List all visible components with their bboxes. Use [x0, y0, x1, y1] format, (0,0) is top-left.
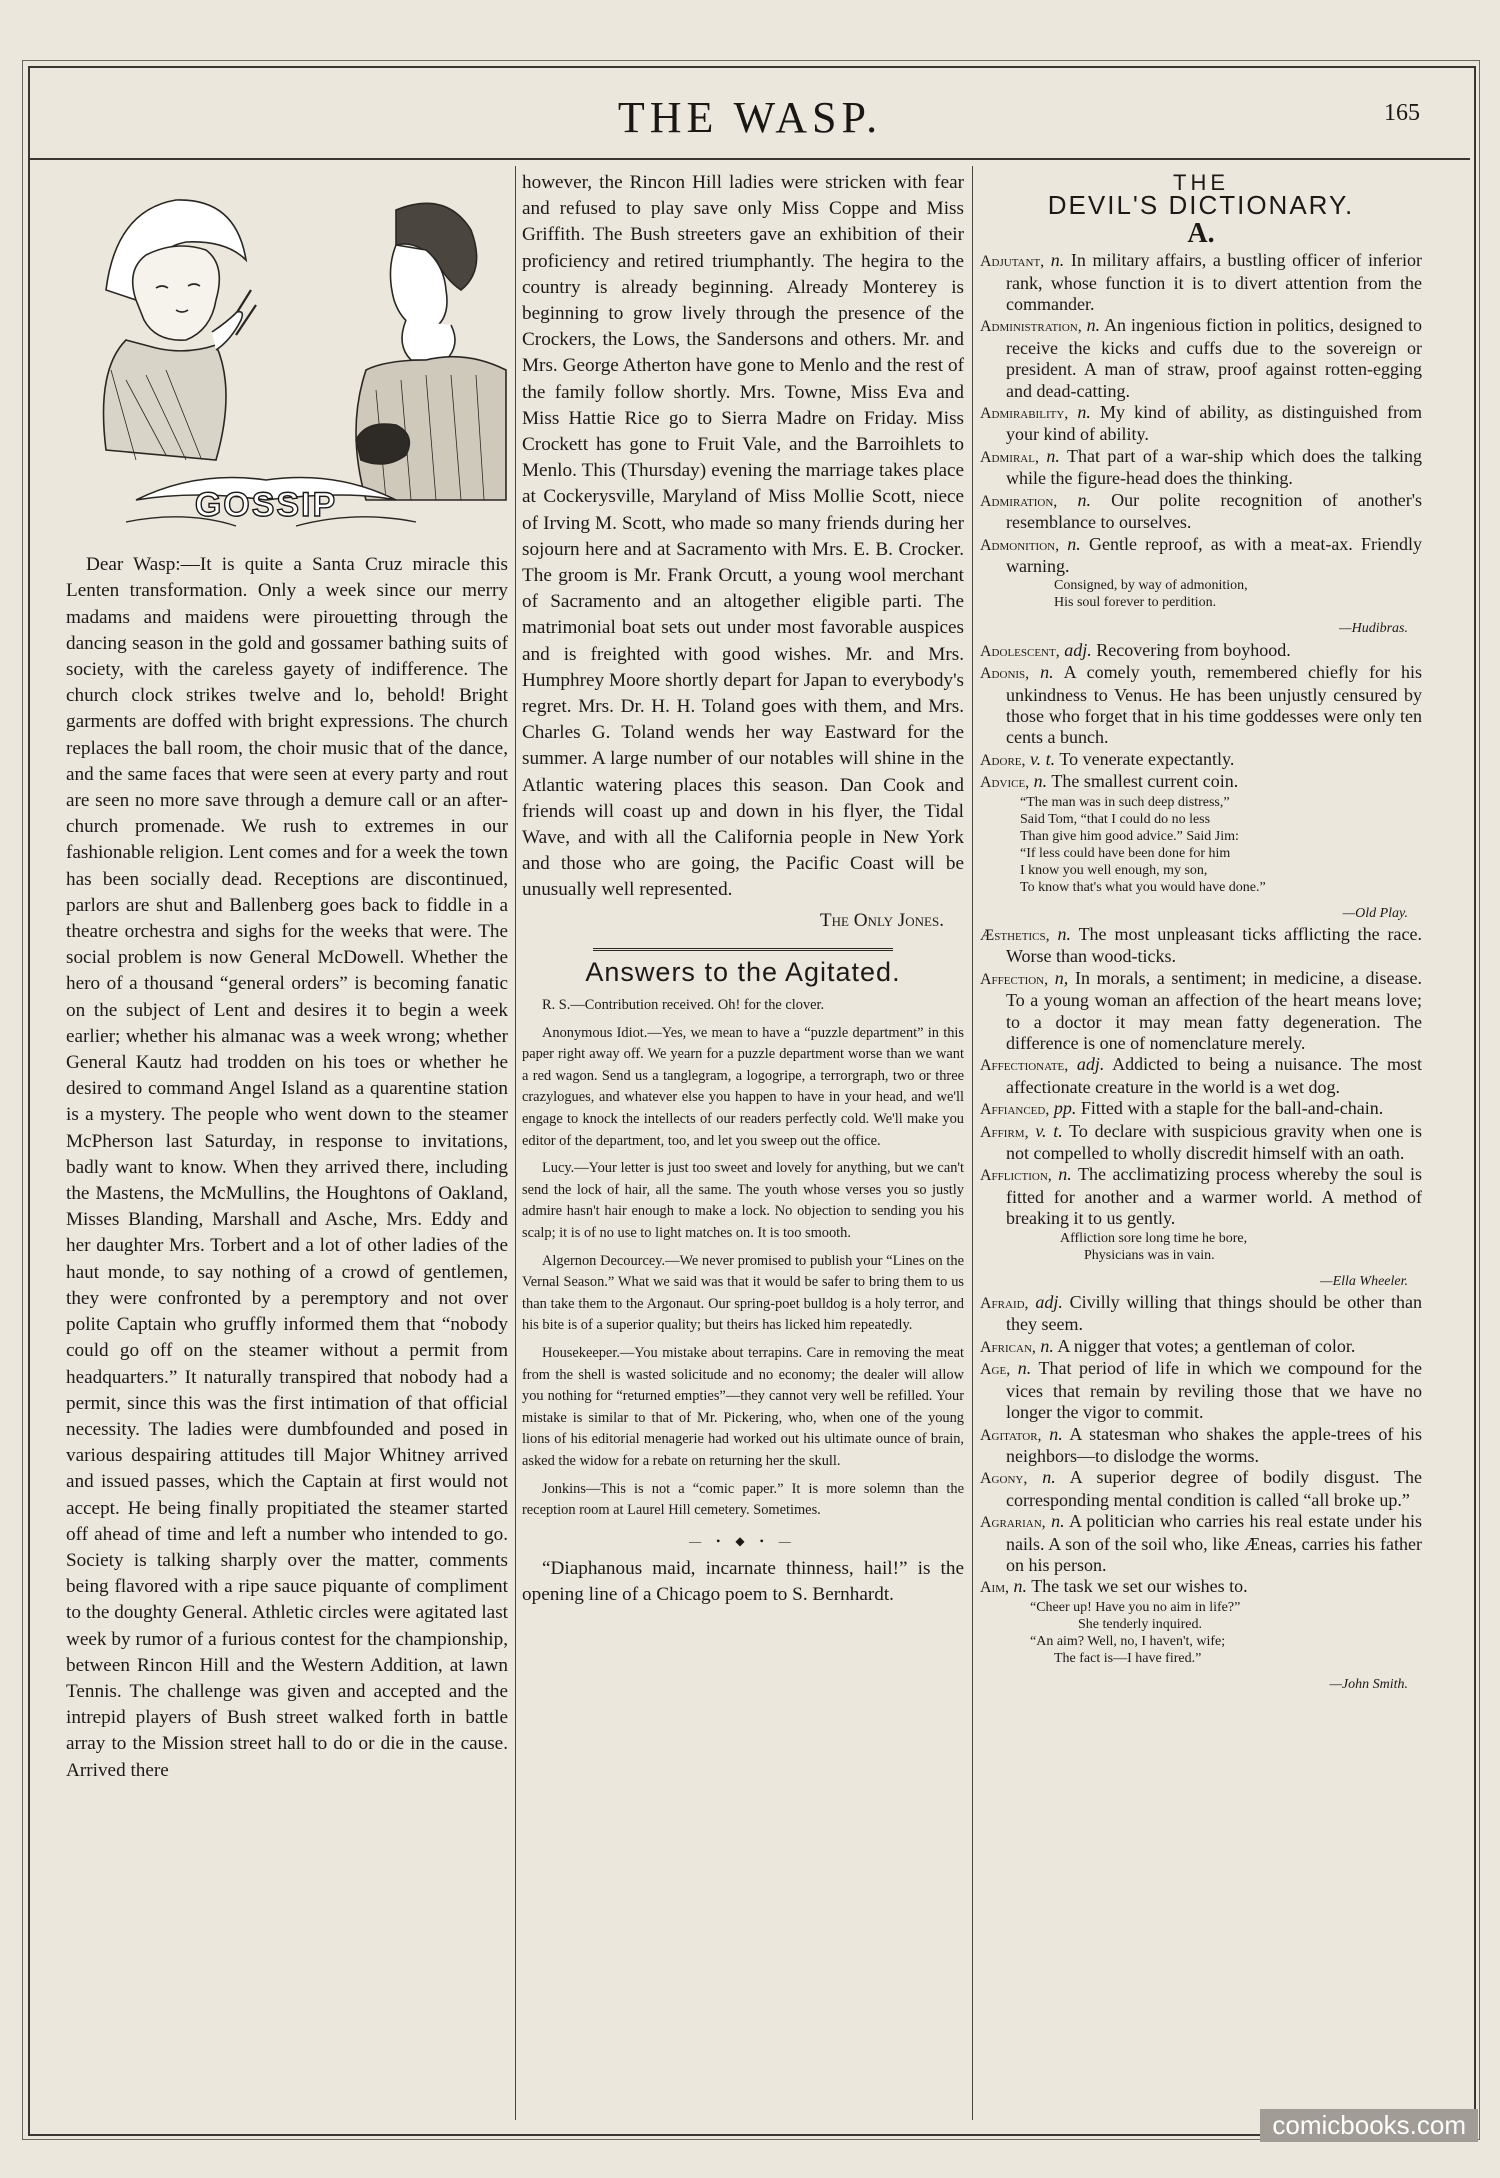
dictionary-entry: Adonis, n. A comely youth, remembered chiefly for his unkindness to Venus. He has been unjustly censured by those who forget that in his time goddesses were only ten cents a bunch.	[980, 662, 1423, 748]
dictionary-title: DEVIL'S DICTIONARY.	[1047, 190, 1355, 221]
quote-attribution: —Old Play.	[1342, 905, 1408, 921]
gossip-column	[66, 170, 508, 1784]
dictionary-entry: Adore, v. t. To venerate expectantly.	[980, 748, 1235, 769]
dictionary-entry: Affectionate, adj. Addicted to being a nuisance. The most affectionate creature in the world is a wet dog.	[980, 1054, 1423, 1097]
dictionary-entry: Administration, n. An ingenious fiction in politics, designed to receive the kicks and cuffs due to the sovereign or president. A man of straw, proof against rotten-egging and dead-catting.	[980, 315, 1423, 401]
dictionary-column	[980, 170, 1422, 1695]
masthead-title: THE WASP.	[617, 93, 883, 142]
gossip-continued: however, the Rincon Hill ladies were stricken with fear and refused to play save only Miss Coppe and Miss Griffith. The Bush streeters gave an exhibition of their proficiency and retired triumphantly. The hegira to the country is already beginning. Already Monterey is beginning to grow lively through the presence of the Crockers, the Lows, the Sandersons and others. Mr. and Mrs. George Atherton have gone to Menlo and the rest of the family follow shortly. Mrs. Towne, Miss Eva and Miss Hattie Rice go to Sierra Madre on Friday. Miss Crockett has gone to Fruit Vale, and the Barroihlets to Menlo. This (Thursday) evening the marriage takes place at Cockerysville, Maryland of Miss Mollie Scott, niece of Irving M. Scott, who made so many friends during her sojourn here and at Sacramento with Mrs. E. B. Crocker. The groom is Mr. Frank Orcutt, a young wool merchant of Sacramento and an altogether eligible parti. The matrimonial boat sets out under most favorable auspices and is freighted with good wishes. Mr. and Mrs. Humphrey Moore shortly depart for Japan to everybody's regret. Mrs. Dr. H. H. Toland goes with them, and Mrs. Charles G. Toland wends her way Eastward for the summer. A large number of our notables will shine in the Atlantic watering places this season. Dan Cook and friends will coast up and down in his flyer, the Tidal Wave, and with all the California people in New York and those who are going, the Pacific Coast will be unusually well represented.	[522, 172, 964, 901]
watermark: comicbooks.com	[1260, 2109, 1478, 2142]
dictionary-entry: Agrarian, n. A politician who carries his real estate under his nails. A son of the soil who, like Æneas, carries his father on his person.	[980, 1511, 1422, 1575]
gossip-signature: The Only Jones.	[819, 909, 944, 931]
verse-quote: “Cheer up! Have you no aim in life?” She tenderly inquired. “An aim? Well, no, I haven't, wife; The fact is—I have fired.”	[1030, 1599, 1241, 1666]
quote-attribution: —Ella Wheeler.	[1320, 1273, 1408, 1289]
dictionary-entry: Æsthetics, n. The most unpleasant ticks afflicting the race. Worse than wood-ticks.	[980, 923, 1423, 967]
answer-item: Housekeeper.—You mistake about terrapins. Care in removing the meat from the shell is wasted solicitude and no economy; the dealer will allow you nothing for “returned empties”—they cannot very well be refilled. Your mistake is similar to that of Mr. Pickering, who, when one of the young lions of his editorial menagerie had worked out his ultimate ounce of brain, asked the widow for a rebate on returning her the skull.	[522, 1345, 964, 1469]
dictionary-entry: Affirm, v. t. To declare with suspicious gravity when one is not compelled to wholly discredit himself with an oath.	[980, 1120, 1423, 1164]
dictionary-entry: Adolescent, adj. Recovering from boyhood.	[980, 639, 1291, 660]
middle-column	[522, 170, 964, 1608]
dictionary-entry: Age, n. That period of life in which we compound for the vices that remain by reviling those that we have no longer the vigor to commit.	[980, 1358, 1423, 1423]
dictionary-entry: Advice, n. The smallest current coin.	[980, 771, 1239, 792]
answers-closing: “Diaphanous maid, incarnate thinness, hail!” is the opening line of a Chicago poem to S. Bernhardt.	[522, 1557, 964, 1606]
dictionary-entry: Adjutant, n. In military affairs, a bustling officer of inferior rank, whose function it is to divert attention from the commander.	[980, 250, 1422, 315]
gossip-banner-text: GOSSIP	[194, 486, 338, 524]
dictionary-entry: Afraid, adj. Civilly willing that things should be other than they seem.	[980, 1292, 1423, 1335]
page-number: 165	[1384, 100, 1420, 126]
dictionary-the: THE	[1173, 170, 1229, 195]
quote-attribution: —John Smith.	[1329, 1676, 1408, 1692]
quote-attribution: —Hudibras.	[1339, 621, 1408, 637]
verse-quote: Affliction sore long time he bore, Physicians was in vain.	[1060, 1230, 1248, 1263]
answer-item: Lucy.—Your letter is just too sweet and lovely for anything, but we can't send the lock of hair, all the same. The youth whose verses you so justly admire hasn't hair enough to make a lock. No objection to sending you his scalp; it is of no use to light matches on. It is too smooth.	[522, 1160, 964, 1242]
answer-item: Algernon Decourcey.—We never promised to publish your “Lines on the Vernal Season.” What we said was that it would be safer to bring them to us than take them to the Argonaut. Our spring-poet bulldog is a holy terror, and his bite is of a superior quality; but theirs has licked him repeatedly.	[522, 1252, 964, 1334]
gossip-paragraph: Dear Wasp:—It is quite a Santa Cruz miracle this Lenten transformation. Only a week since our merry madams and maidens were pirouetting through the dancing season in the gold and gossamer bathing suits of society, with the careless gayety of indifference. The church clock strikes twelve and lo, behold! Bright garments are doffed with bright expressions. The church replaces the ball room, the choir music that of the dance, and the same faces that were seen at every party and rout are seen no more save through a demure call or an after-church promenade. We rush to extremes in our fashionable religion. Lent comes and for a week the town has been socially dead. Receptions are discontinued, parlors are shut and Ballenberg goes back to fiddle in a theatre orchestra and sighs for the weeks that were. The social problem is now General McDowell. Whether the hero of a thousand “general orders” is becoming fanatic on the subject of Lent and desires it to begin a week earlier; whether his almanac was a week wrong; whether General Kautz had trodden on his toes or whether he desired to command Angel Island as a quarentine station is a mystery. The people who went down to the steamer McPherson last Saturday, in response to invitations, badly want to know. When they arrived there, including the Mastens, the McMullins, the Houghtons of Oakland, Misses Blanding, Marshall and Asche, Mrs. Eddy and her daughter Mrs. Torbert and a lot of other ladies of the haut monde, to say nothing of a crowd of gentlemen, they were confronted by a peremptory and not over polite Captain who gruffly informed them that “nobody could go off on the steamer without a permit from headquarters.” It naturally transpired that nobody had a permit, since this was the first intimation of that official necessity. The ladies were dumbfounded and posed in various despairing attitudes till Major Whitney arrived and issued passes, which the Captain at first would not accept. He being finally propitiated the steamer started off ahead of time and left a number who intended to go. Society is talking sharply over the matter, comments being flavored with a ripe sauce piquante of compliment to the doughty General. Athletic circles were agitated last week by rumor of a furious contest for the championship, between Rincon Hill and the Western Addition, at lawn Tennis. The challenge was given and accepted and the intrepid players of Bush street walked forth in battle array to the Mission street hall to do or die in the cause. Arrived there	[66, 554, 508, 1781]
column-rule-2	[972, 166, 973, 2120]
dictionary-entry: Aim, n. The task we set our wishes to.	[980, 1576, 1248, 1597]
section-divider	[593, 948, 893, 951]
ornament-divider: — • ◆ • —	[689, 1533, 797, 1548]
answer-item: Jonkins—This is not a “comic paper.” It is more solemn than the reception room at Laurel Hill cemetery. Sometimes.	[522, 1480, 964, 1519]
column-rule-1	[515, 166, 516, 2120]
dictionary-entry: Admonition, n. Gentle reproof, as with a meat-ax. Friendly warning.	[980, 533, 1422, 576]
answers-title: Answers to the Agitated.	[585, 956, 901, 987]
dictionary-entry: Affianced, pp. Fitted with a staple for the ball-and-chain.	[980, 1098, 1384, 1119]
dictionary-letter: A.	[1187, 217, 1215, 249]
gossip-illustration	[66, 170, 508, 538]
answer-item: R. S.—Contribution received. Oh! for the clover.	[542, 997, 825, 1014]
masthead-rule	[30, 158, 1470, 160]
dictionary-entry: Agitator, n. A statesman who shakes the apple-trees of his neighbors—to dislodge the worms.	[980, 1423, 1422, 1466]
answers-list	[522, 995, 964, 1522]
dictionary-entry: Agony, n. A superior degree of bodily disgust. The corresponding mental condition is called “all broke up.”	[980, 1467, 1423, 1510]
verse-quote: Consigned, by way of admonition, His soul forever to perdition.	[1054, 578, 1248, 611]
answer-item: Anonymous Idiot.—Yes, we mean to have a “puzzle department” in this paper right away off. We yearn for a puzzle department worse than we want a red wagon. Send us a tanglegram, a logogripe, a terrorgraph, two or three crazylogues, and whatever else you happen to have in your head, and we'll engage to knock the intellects of our readers perfectly cold. We'll make you editor of the department, too, and let you sweep out the office.	[522, 1024, 964, 1149]
verse-quote: “The man was in such deep distress,” Said Tom, “that I could do no less Than give him good advice.” Said Jim: “If less could have been done for him I know you well enough, my son, To know that's what you would have done.”	[1020, 794, 1266, 895]
dictionary-entry: African, n. A nigger that votes; a gentleman of color.	[980, 1335, 1356, 1356]
dictionary-entry: Affliction, n. The acclimatizing process whereby the soul is fitted for another and a warmer world. A method of breaking it to us gently.	[980, 1164, 1422, 1229]
dictionary-entry: Admirability, n. My kind of ability, as distinguished from your kind of ability.	[980, 402, 1423, 445]
dictionary-entry: Admiration, n. Our polite recognition of another's resemblance to ourselves.	[980, 489, 1422, 533]
dictionary-entry: Affection, n, In morals, a sentiment; in medicine, a disease. To a young woman an affection of the heart means love; to a doctor it may mean fatty degeneration. The difference is one of nomenclature merely.	[980, 967, 1423, 1053]
dictionary-entry: Admiral, n. That part of a war-ship which does the talking while the figure-head does the thinking.	[980, 445, 1422, 489]
